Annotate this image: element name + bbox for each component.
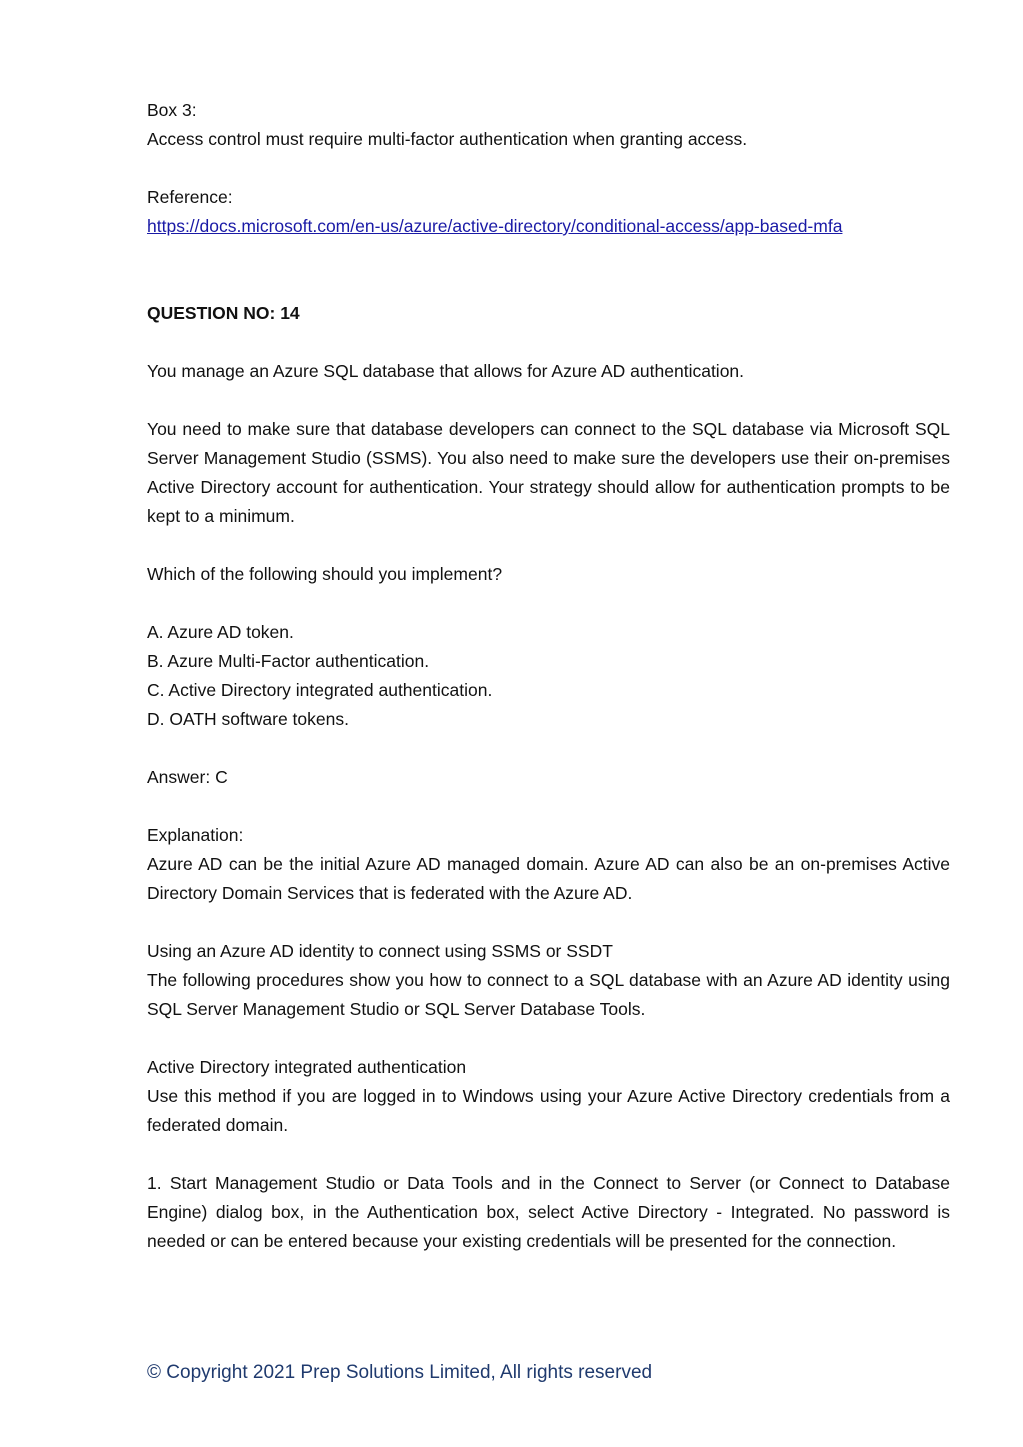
question-body: You need to make sure that database developers can connect to the SQL database via Microsoft SQL Server Management Studio (SSMS). You also need to make sure the developers use their on-premises Active Directory account for authentication. Your strategy should allow for authentication prompts to be kept to a minimum. (147, 419, 950, 526)
question-prompt: Which of the following should you implement? (147, 564, 503, 584)
explanation-heading-3: Active Directory integrated authentication (147, 1057, 467, 1077)
option-a: A. Azure AD token. (147, 622, 294, 642)
option-b: B. Azure Multi-Factor authentication. (147, 651, 430, 671)
copyright-footer: © Copyright 2021 Prep Solutions Limited, All rights reserved (147, 1362, 653, 1383)
document-content (147, 96, 950, 1256)
explanation-step-1: 1. Start Management Studio or Data Tools and in the Connect to Server (or Connect to Database Engine) dialog box, in the Authentication box, select Active Directory - Integrated. No password is needed or can be entered because your existing credentials will be presented for the connection. (147, 1173, 950, 1251)
reference-link[interactable]: https://docs.microsoft.com/en-us/azure/active-directory/conditional-access/app-based-mfa (147, 216, 843, 236)
reference-label: Reference: (147, 187, 233, 207)
question-intro: You manage an Azure SQL database that allows for Azure AD authentication. (147, 361, 745, 381)
explanation-paragraph-2: The following procedures show you how to connect to a SQL database with an Azure AD identity using SQL Server Management Studio or SQL Server Database Tools. (147, 970, 950, 1019)
reference-link-line (147, 212, 950, 241)
explanation-label: Explanation: (147, 825, 244, 845)
answer: Answer: C (147, 767, 228, 787)
explanation-paragraph-1: Azure AD can be the initial Azure AD managed domain. Azure AD can also be an on-premises Active Directory Domain Services that is federated with the Azure AD. (147, 854, 950, 903)
explanation-heading-2: Using an Azure AD identity to connect using SSMS or SSDT (147, 941, 613, 961)
option-c: C. Active Directory integrated authentication. (147, 680, 493, 700)
box3-heading: Box 3: (147, 100, 197, 120)
box3-text: Access control must require multi-factor authentication when granting access. (147, 129, 748, 149)
question-title: QUESTION NO: 14 (147, 303, 300, 323)
explanation-paragraph-3: Use this method if you are logged in to Windows using your Azure Active Directory credentials from a federated domain. (147, 1086, 950, 1135)
option-d: D. OATH software tokens. (147, 709, 349, 729)
